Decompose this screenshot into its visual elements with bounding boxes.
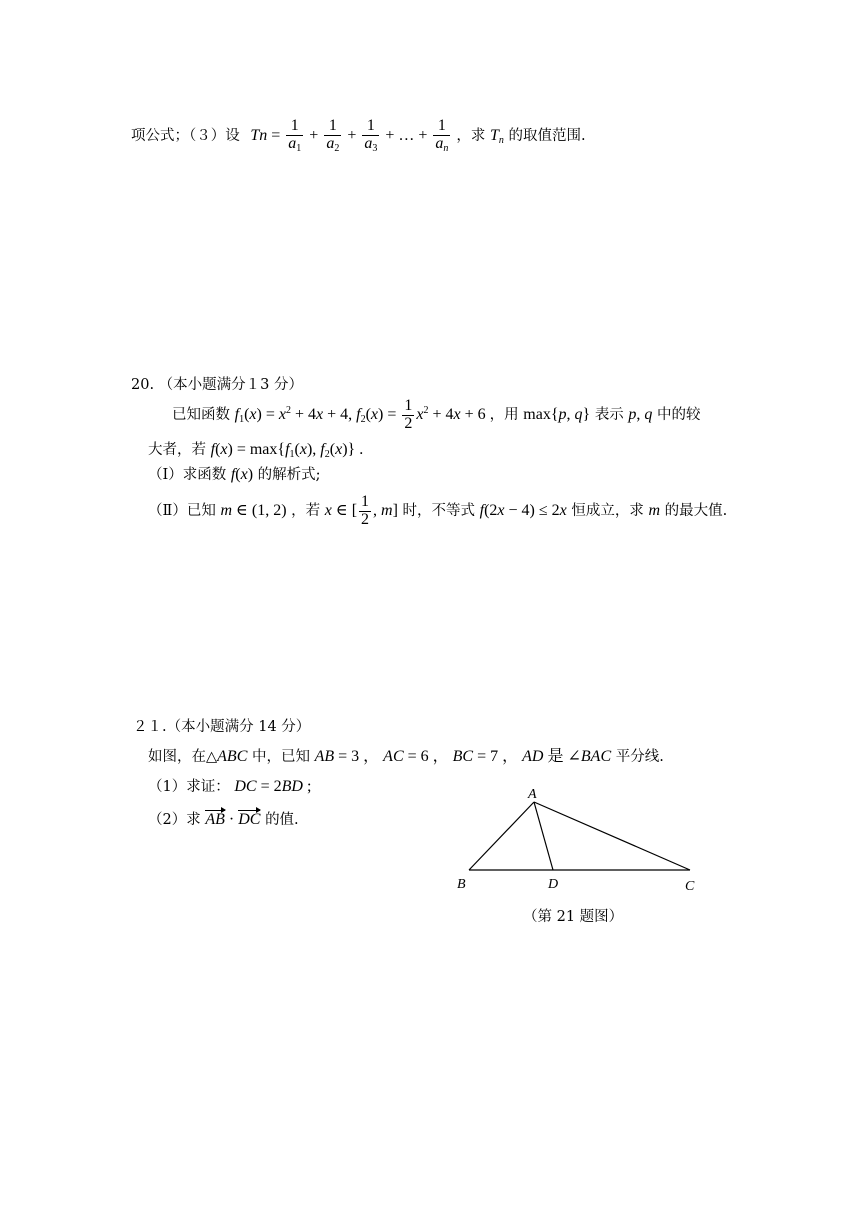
q20-part2-b: ，若 xyxy=(291,502,321,519)
q20-x-range: x ∈ [ $\frac{1}{2}$ , m] xyxy=(324,493,398,528)
q19-Tn-symbol: $T_n$ xyxy=(490,126,504,146)
q21-header: ２１.（本小题满分 14 分） xyxy=(133,719,311,735)
q20-line2-a: 大者，若 xyxy=(148,442,206,458)
q20-line1-d: 中的较 xyxy=(657,406,701,423)
q19-lead-text: 项公式；（３）设 xyxy=(131,127,240,144)
q21-part2-a: （2）求 xyxy=(148,812,201,828)
q20-part2-c: 时，不等式 xyxy=(402,502,476,519)
label-C: C xyxy=(685,879,695,894)
label-B: B xyxy=(457,877,466,892)
q20-part1-a: （Ⅰ）求函数 xyxy=(148,467,227,483)
q20-line2 xyxy=(148,438,363,460)
q21-part2 xyxy=(148,808,299,829)
q20-max-pq: max{p, q} xyxy=(523,405,591,423)
q21-part1-eq: DC = 2BD ; xyxy=(234,778,312,795)
q20-part2 xyxy=(148,494,727,529)
label-A: A xyxy=(528,787,537,802)
q20-functions: $f_1(x) = x^2 + 4x + 4$, $f_2(x)$ = $\frac{1}{2}$ $x^2 + 4x + 6$ xyxy=(234,397,490,432)
q20-line1-c: 表示 xyxy=(594,406,624,423)
q19-tail-line xyxy=(131,118,586,154)
q20-part1-fx: f(x) xyxy=(230,466,254,483)
q19-tail-text-b: 的取值范围. xyxy=(508,127,586,144)
q19-formula: Tn = $\frac{1}{a_1}$ + $\frac{1}{a_2}$ + $\frac{1}{a_3}$ + … + $\frac{1}{a_n}$ xyxy=(250,117,449,154)
q20-line1-a: 已知函数 xyxy=(172,406,230,423)
q20-part1 xyxy=(148,463,321,484)
q21-part2-b: 的值. xyxy=(265,812,299,828)
q21-part1-a: （1）求证： xyxy=(148,779,230,795)
q21-vector-product: AB · DC xyxy=(205,811,261,828)
segment-AB xyxy=(469,802,534,870)
label-D: D xyxy=(548,877,559,892)
q21-triangle-name: ABC xyxy=(217,748,248,765)
q20-line1-b: ，用 xyxy=(489,406,519,423)
segment-AD xyxy=(534,802,553,870)
q20-part2-a: （Ⅱ）已知 xyxy=(148,502,216,519)
q19-tail-text-a: ，求 xyxy=(456,127,486,144)
q20-part2-d: 恒成立，求 xyxy=(571,502,644,519)
q21-line1-b: 中，已知 xyxy=(251,749,310,765)
q20-m-range: m ∈ (1, 2) xyxy=(220,501,287,519)
q20-line1 xyxy=(172,398,701,433)
q21-line1-a: 如图，在△ xyxy=(148,749,218,765)
q20-inequality: f(2x − 4) ≤ 2x xyxy=(479,501,567,519)
q21-line1 xyxy=(148,743,664,766)
segment-AC xyxy=(534,802,690,870)
q20-header: 20. （本小题满分１3 分） xyxy=(131,377,304,393)
q20-f-def: $f(x) = \max\{f_1(x)$, $f_2(x)$} . xyxy=(210,441,364,460)
q21-part1 xyxy=(148,775,311,796)
q21-figure-caption: （第 21 题图） xyxy=(523,909,624,925)
q20-part2-e: 的最大值. xyxy=(664,502,728,519)
q20-part1-b: 的解析式; xyxy=(257,467,321,483)
q21-line1-c: 平分线. xyxy=(615,749,664,765)
q21-given: AB = 3 ， AC = 6 ， BC = 7 ， AD 是 ∠BAC xyxy=(314,748,612,765)
q20-pq: p, q xyxy=(628,405,653,423)
q21-triangle-figure xyxy=(450,785,710,900)
q20-m-symbol: m xyxy=(648,501,661,519)
